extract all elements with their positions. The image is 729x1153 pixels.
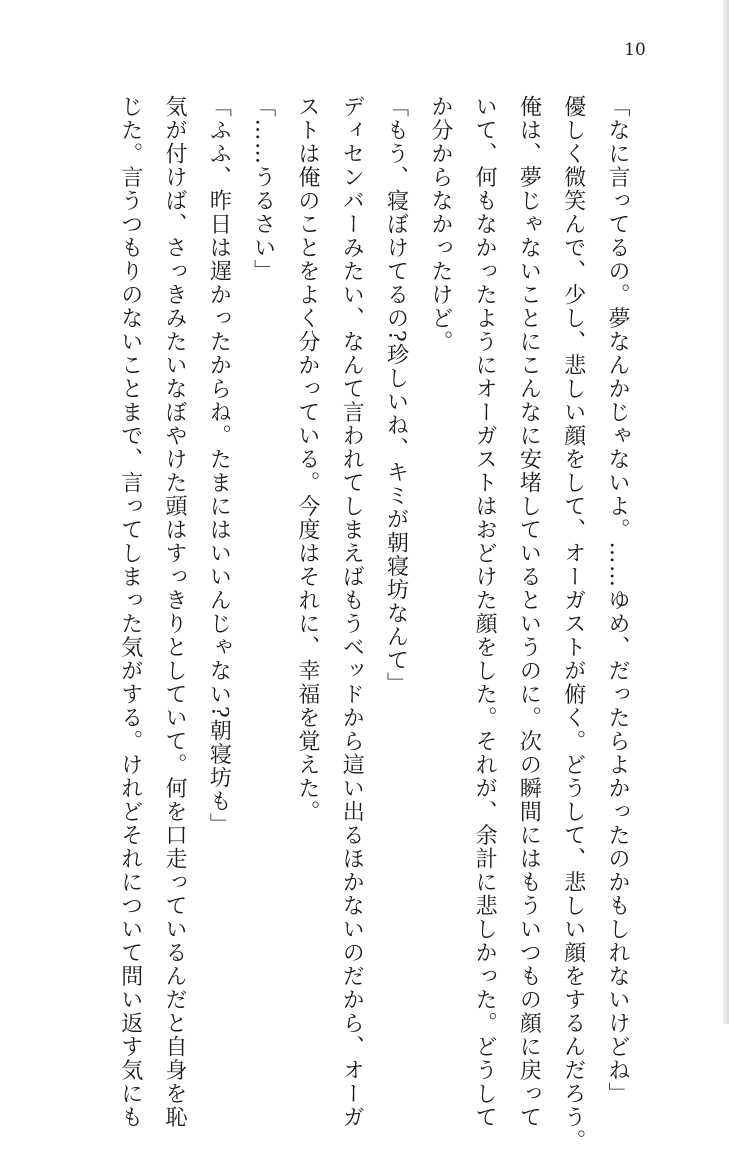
text-line: いて、何もなかったようにオーガストはおどけた顔をした。それが、余計に悲しかった。どうして <box>472 95 498 1129</box>
text-line: じた。言うつもりのないことまで、言ってしまった気がする。けれどそれについて問い返す気にも <box>117 95 143 1129</box>
text-line: 「……うるさい」 <box>250 95 276 283</box>
page-edge-shadow <box>723 0 729 1024</box>
page-number: 10 <box>624 40 646 60</box>
text-line: か分からなかったけど。 <box>427 95 453 354</box>
text-line: ディセンバーみたい、なんて言われてしまえばもうベッドから這い出るほかないのだから、オーガ <box>339 95 365 1129</box>
body-text <box>107 95 639 1153</box>
text-line: 気が付けば、さっきみたいなぼやけた頭はすっきりとしていて。何を口走っているんだと自身を恥 <box>162 95 188 1129</box>
text-line: 「もう、寝ぼけてるの?珍しいね、キミが朝寝坊なんて」 <box>383 95 409 696</box>
text-line: 「ふふ、昨日は遅かったからね。たまにはいいんじゃない?朝寝坊も」 <box>206 95 232 837</box>
text-line: 「なに言ってるの。夢なんかじゃないよ。……ゆめ、だったらよかったのかもしれないけどね」 <box>605 95 630 1106</box>
text-line: ストは俺のことをよく分かっている。今度はそれに、幸福を覚えた。 <box>294 95 320 824</box>
text-line: 優しく微笑んで、少し、悲しい顔をして、オーガストが俯く。どうして、悲しい顔をするんだろう。 <box>560 95 586 1153</box>
text-line: 俺は、夢じゃないことにこんなに安堵しているというのに。次の瞬間にはもういつもの顔に戻って <box>516 95 542 1129</box>
